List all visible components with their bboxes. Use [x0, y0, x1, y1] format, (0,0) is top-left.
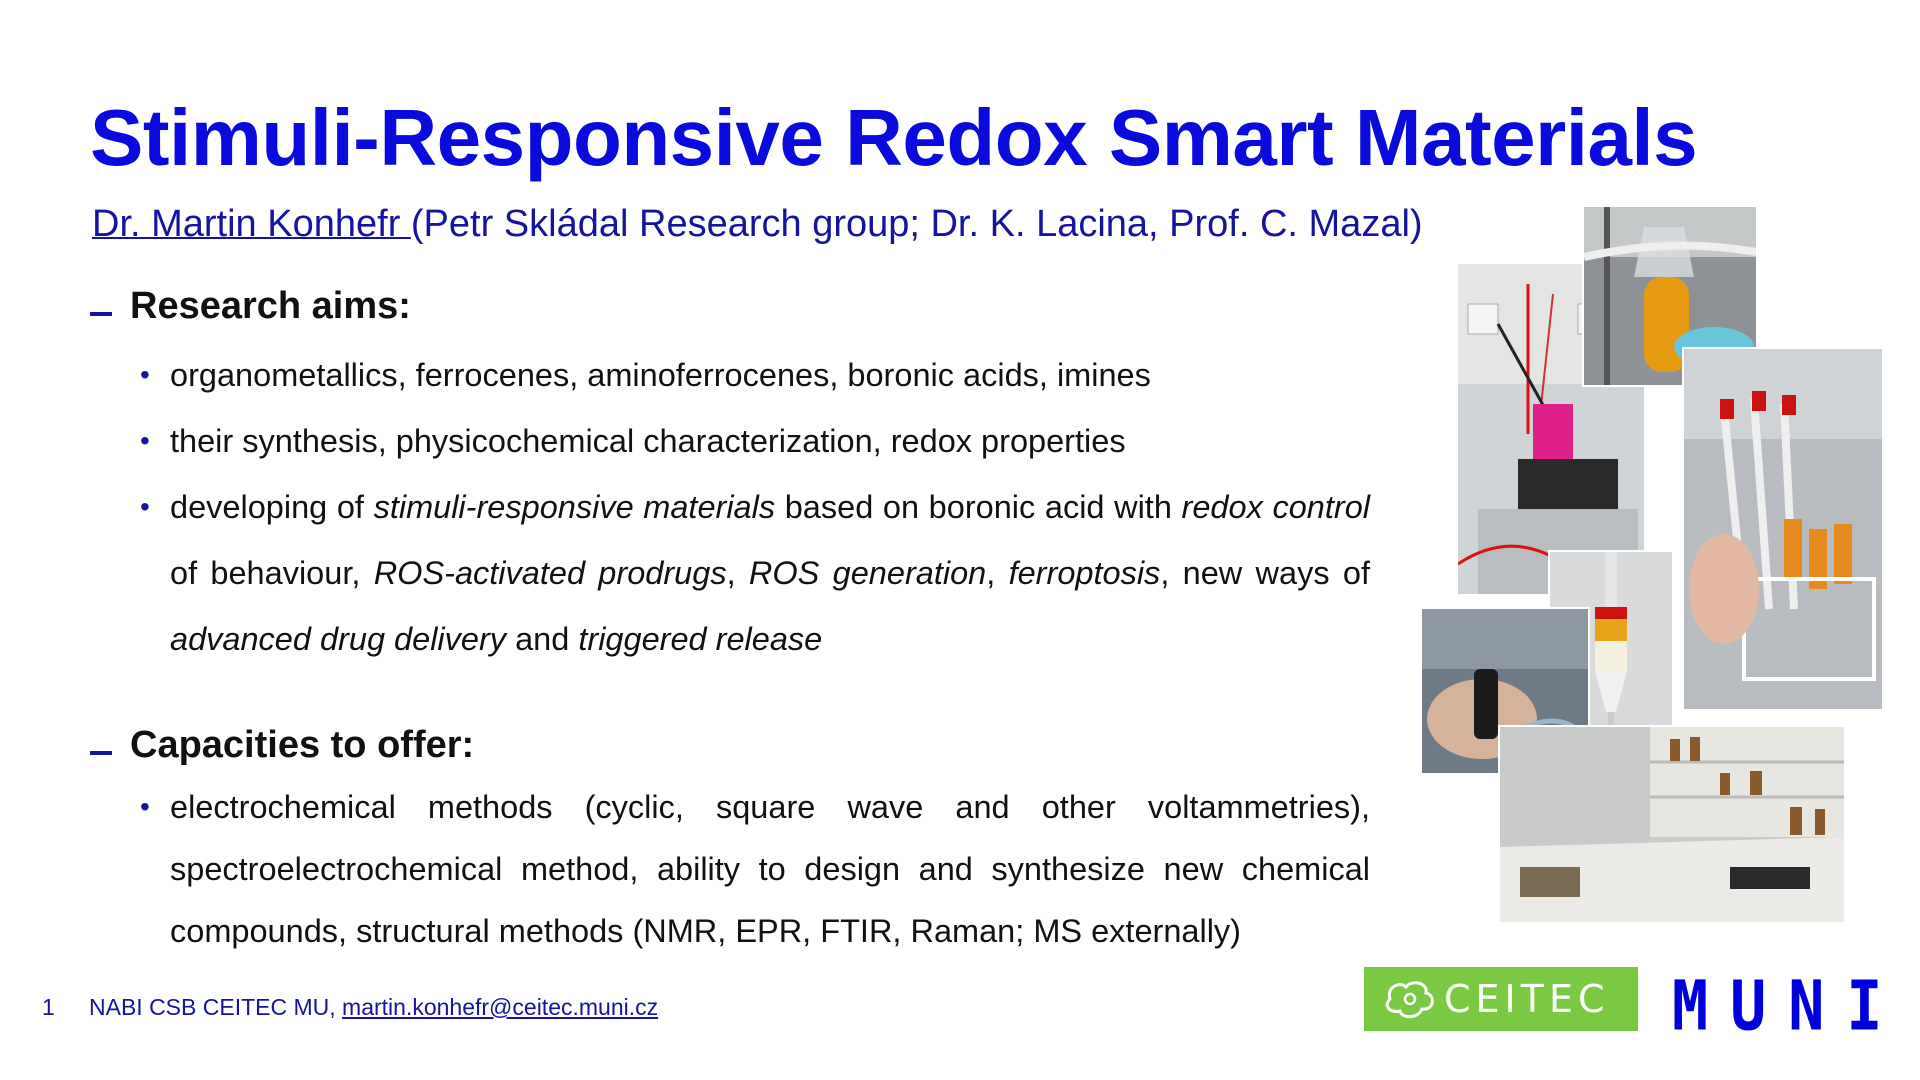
subtitle-group-text: (Petr Skládal Research group; Dr. K. Lacina, Prof. C. Mazal) [410, 203, 1423, 245]
text-run: , new ways of [1160, 555, 1370, 591]
text-run: , [986, 555, 1009, 591]
lab-photo-collage [1420, 205, 1880, 920]
emphasis-text: redox control [1181, 489, 1370, 525]
emphasis-text: stimuli-responsive materials [373, 489, 776, 525]
lab-photo-test-tubes [1682, 347, 1884, 711]
list-item: • organometallics, ferrocenes, aminoferrocenes, boronic acids, imines [140, 342, 1370, 408]
section-heading: Capacities to offer: [130, 724, 475, 766]
slide-subtitle [92, 203, 1423, 246]
email-link[interactable]: martin.konhefr@ceitec.muni.cz [342, 994, 659, 1020]
footer-text [89, 994, 658, 1021]
text-run: developing of [170, 489, 374, 525]
section-dash [90, 312, 112, 316]
text-run: and [506, 621, 579, 657]
section-heading: Research aims: [130, 285, 411, 327]
slide-title: Stimuli-Responsive Redox Smart Materials [90, 93, 1698, 182]
ceitec-logo-text: CEITEC [1444, 977, 1610, 1021]
list-item [140, 474, 1370, 672]
capacities-list [140, 776, 1370, 962]
page-number: 1 [42, 994, 55, 1020]
section-dash [90, 751, 112, 755]
list-item: • electrochemical methods (cyclic, square wave and other voltammetries), spectroelectrochemical method, ability to design and synthesize new chemical compounds, structural methods (NMR, EPR, FTIR, Raman; MS externally) [140, 776, 1370, 962]
footer-org: NABI CSB CEITEC MU, [89, 994, 343, 1020]
emphasis-text: triggered release [578, 621, 823, 657]
lab-photo-bench [1498, 725, 1846, 924]
list-item: • their synthesis, physicochemical characterization, redox properties [140, 408, 1370, 474]
research-aims-list [140, 342, 1370, 672]
author-link[interactable]: Dr. Martin Konhefr [92, 203, 411, 245]
muni-logo: MUNI [1672, 966, 1905, 1047]
emphasis-text: ROS generation [748, 555, 987, 591]
emphasis-text: advanced drug delivery [170, 621, 507, 657]
text-run: based on boronic acid with [775, 489, 1182, 525]
text-run: of behaviour, [170, 555, 374, 591]
emphasis-text: ROS-activated prodrugs [373, 555, 727, 591]
cell-icon [1382, 977, 1436, 1021]
text-run: , [726, 555, 749, 591]
emphasis-text: ferroptosis [1008, 555, 1161, 591]
ceitec-logo [1364, 967, 1638, 1031]
